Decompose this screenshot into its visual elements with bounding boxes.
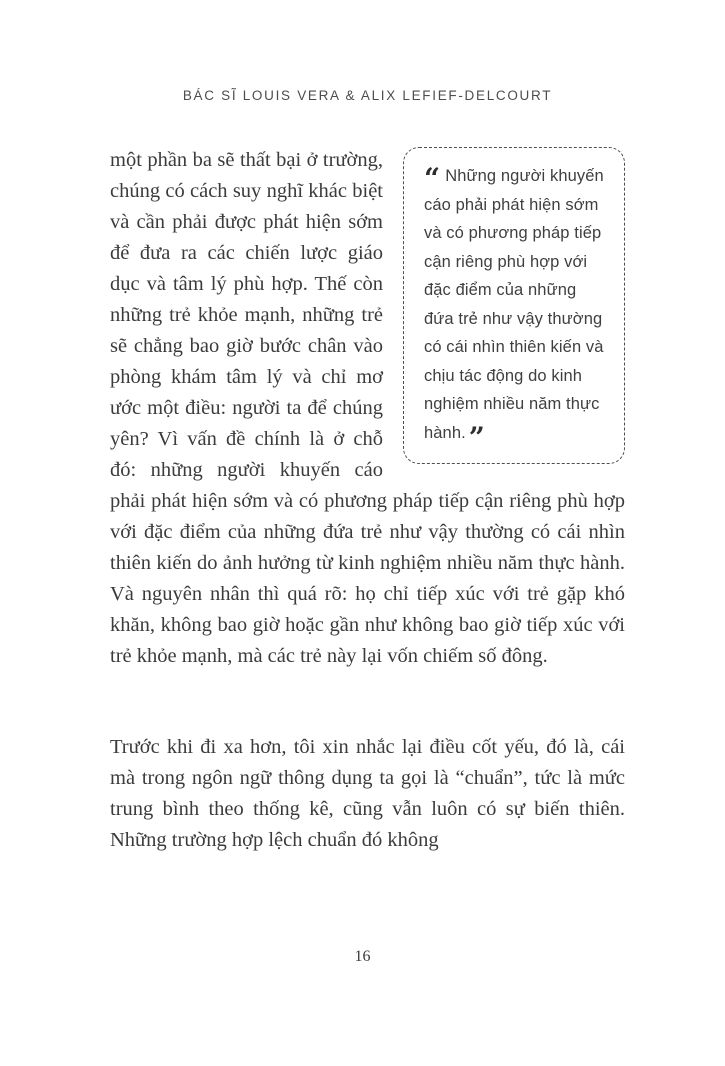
paragraph-2-text: Trước khi đi xa hơn, tôi xin nhắc lại điều cốt yếu, đó là, cái mà trong ngôn ngữ thông dụng ta gọi là “chuẩn”, tức là mức trung bình theo thống kê, cũng vẫn luôn có sự biến thiên. Những trường hợp lệch chuẩn đó không (110, 736, 625, 851)
paragraph-2 (110, 732, 625, 856)
page-number: 16 (354, 948, 371, 965)
paragraph-1-text: một phần ba sẽ thất bại ở trường, chúng có cách suy nghĩ khác biệt và cần phải được phát hiện sớm để đưa ra các chiến lược giáo dục và tâm lý phù hợp. Thế còn những trẻ khỏe mạnh, những trẻ sẽ chẳng bao giờ bước chân vào phòng khám tâm lý và chỉ mơ ước một điều: người ta để chúng yên? Vì vấn đề chính là ở chỗ đó: những người khuyến cáo phải phát hiện sớm và có phương pháp tiếp cận riêng phù hợp với đặc điểm của những đứa trẻ như vậy thường có cái nhìn thiên kiến do ảnh hưởng từ kinh nghiệm nhiều năm thực hành. Và nguyên nhân thì quá rõ: họ chỉ tiếp xúc với trẻ gặp khó khăn, không bao giờ hoặc gần như không bao giờ tiếp xúc với trẻ khỏe mạnh, mà các trẻ này lại vốn chiếm số đông. (110, 149, 625, 667)
pull-quote-text: Những người khuyến cáo phải phát hiện sớm và có phương pháp tiếp cận riêng phù hợp với đặc điểm của những đứa trẻ như vậy thường có cái nhìn thiên kiến và chịu tác động do kinh nghiệm nhiều năm thực hành. (424, 167, 604, 442)
close-quote-icon: ” (468, 420, 486, 454)
pull-quote-box (403, 147, 625, 464)
paragraph-1 (110, 145, 625, 672)
open-quote-icon: “ (424, 162, 441, 195)
running-header: BÁC SĨ LOUIS VERA & ALIX LEFIEF-DELCOURT (182, 88, 553, 103)
